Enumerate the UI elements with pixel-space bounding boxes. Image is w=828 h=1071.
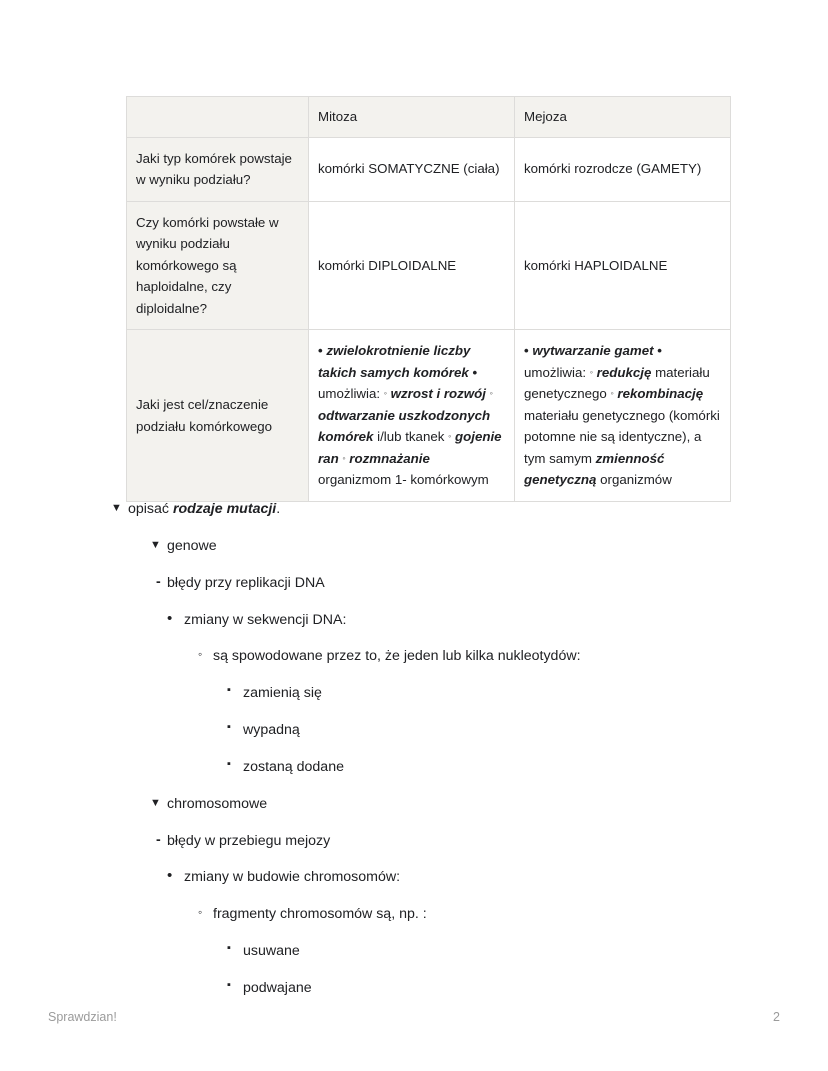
footer-title: Sprawdzian!: [48, 1010, 117, 1024]
outline-item-label: zmiany w sekwencji DNA:: [184, 611, 347, 628]
outline-item-label: podwajane: [243, 979, 312, 996]
outline-item-label: zostaną dodane: [243, 758, 344, 775]
outline-item-label: są spowodowane przez to, że jeden lub kilka nukleotydów:: [213, 648, 581, 665]
text-run: organizmów: [596, 472, 672, 488]
table-body: [127, 137, 731, 501]
outline-item[interactable]: [0, 647, 828, 665]
outline-item-label: [128, 500, 280, 518]
mitosis-meiosis-comparison-table: [126, 96, 731, 502]
table-header: [127, 97, 731, 138]
text-run: i/lub tkanek: [373, 429, 449, 445]
outline-item[interactable]: [0, 684, 828, 702]
text-run: rodzaje mutacji: [172, 501, 277, 517]
text-run: umożliwia:: [524, 364, 590, 380]
text-run: organizmom 1- komórkowym: [318, 472, 489, 488]
table-header-row: [127, 97, 731, 138]
mitoza-cell: komórki SOMATYCZNE (ciała): [309, 137, 515, 201]
table-header-mejoza: Mejoza: [515, 97, 731, 138]
square-bullet: ▪: [227, 721, 231, 734]
text-run: ◦: [383, 388, 387, 399]
text-run: ◦: [610, 388, 614, 399]
triangle-down-bullet: ▼: [150, 538, 161, 551]
square-bullet: ▪: [227, 757, 231, 770]
triangle-down-bullet: ▼: [111, 502, 122, 514]
text-run: ◦: [448, 431, 452, 442]
square-bullet: ▪: [227, 684, 231, 697]
table-row: [127, 201, 731, 330]
table-row: [127, 137, 731, 201]
question-cell: Jaki typ komórek powstaje w wyniku podziału?: [127, 137, 309, 201]
text-run: zwielokrotnienie liczby takich samych komórek: [318, 343, 473, 380]
outline-item[interactable]: [0, 500, 828, 518]
circle-bullet: ◦: [198, 647, 203, 662]
text-run: ◦: [589, 366, 593, 377]
outline-item-label: zmiany w budowie chromosomów:: [184, 869, 401, 886]
text-run: gojenie ran: [318, 429, 502, 466]
outline-item[interactable]: [0, 758, 828, 776]
outline-item-label: chromosomowe: [167, 795, 268, 812]
text-run: rekombinację: [617, 386, 704, 402]
question-cell: Czy komórki powstałe w wyniku podziału komórkowego są haploidalne, czy diploidalne?: [127, 201, 309, 330]
outline-item[interactable]: [0, 942, 828, 960]
page-footer: [0, 1010, 828, 1032]
text-run: .: [276, 501, 281, 517]
text-run: umożliwia:: [318, 386, 384, 402]
text-run: wzrost i rozwój: [386, 386, 490, 402]
square-bullet: ▪: [227, 978, 231, 991]
mejoza-cell: komórki HAPLOIDALNE: [515, 201, 731, 330]
table-header-mitoza: Mitoza: [309, 97, 515, 138]
comparison-table-container: [126, 96, 730, 502]
circle-bullet: ◦: [198, 905, 203, 920]
mejoza-cell: komórki rozrodcze (GAMETY): [515, 137, 731, 201]
text-run: odtwarzanie uszkodzonych komórek: [318, 407, 491, 445]
text-run: •: [524, 343, 529, 359]
mitoza-cell: komórki DIPLOIDALNE: [309, 201, 515, 330]
triangle-down-bullet: ▼: [150, 796, 161, 809]
mejoza-cell: [515, 330, 731, 502]
outline-item-label: wypadną: [243, 722, 300, 739]
text-run: materiału genetycznego (komórki potomne nie są identyczne), a tym samym: [524, 407, 720, 466]
outline-item-label: genowe: [167, 537, 217, 554]
outline-item-label: błędy przy replikacji DNA: [167, 574, 325, 591]
outline-item-label: błędy w przebiegu mejozy: [167, 832, 331, 849]
square-bullet: ▪: [227, 942, 231, 955]
table-row: [127, 330, 731, 502]
outline-item[interactable]: [0, 832, 828, 850]
text-run: ◦: [489, 388, 493, 399]
text-run: •: [657, 343, 662, 359]
text-run: zmienność genetyczną: [524, 450, 665, 488]
text-run: opisać: [128, 501, 173, 517]
text-run: materiału genetycznego: [524, 364, 710, 402]
text-run: ◦: [342, 452, 346, 463]
outline-list: [0, 500, 828, 1016]
outline-item[interactable]: [0, 868, 828, 886]
question-cell: Jaki jest cel/znaczenie podziału komórkowego: [127, 330, 309, 502]
text-run: •: [472, 364, 478, 380]
disc-bullet: •: [167, 867, 173, 885]
outline-item[interactable]: [0, 795, 828, 813]
text-run: wytwarzanie gamet: [528, 343, 658, 359]
outline-item[interactable]: [0, 979, 828, 997]
disc-bullet: •: [167, 609, 173, 627]
footer-page-number: 2: [773, 1010, 780, 1024]
text-run: rozmnażanie: [349, 450, 430, 466]
outline-item[interactable]: [0, 574, 828, 592]
outline-item-label: usuwane: [243, 943, 300, 960]
outline-item-label: zamienią się: [243, 685, 322, 702]
mitoza-cell: [309, 330, 515, 502]
outline-item[interactable]: [0, 905, 828, 923]
table-header-blank: [127, 97, 309, 138]
outline-item[interactable]: [0, 537, 828, 555]
text-run: redukcję: [596, 364, 652, 380]
outline-item-label: fragmenty chromosomów są, np. :: [213, 906, 427, 923]
outline-item[interactable]: [0, 611, 828, 629]
text-run: •: [318, 343, 323, 359]
outline-item[interactable]: [0, 721, 828, 739]
dash-bullet: -: [156, 831, 161, 848]
dash-bullet: -: [156, 573, 161, 590]
